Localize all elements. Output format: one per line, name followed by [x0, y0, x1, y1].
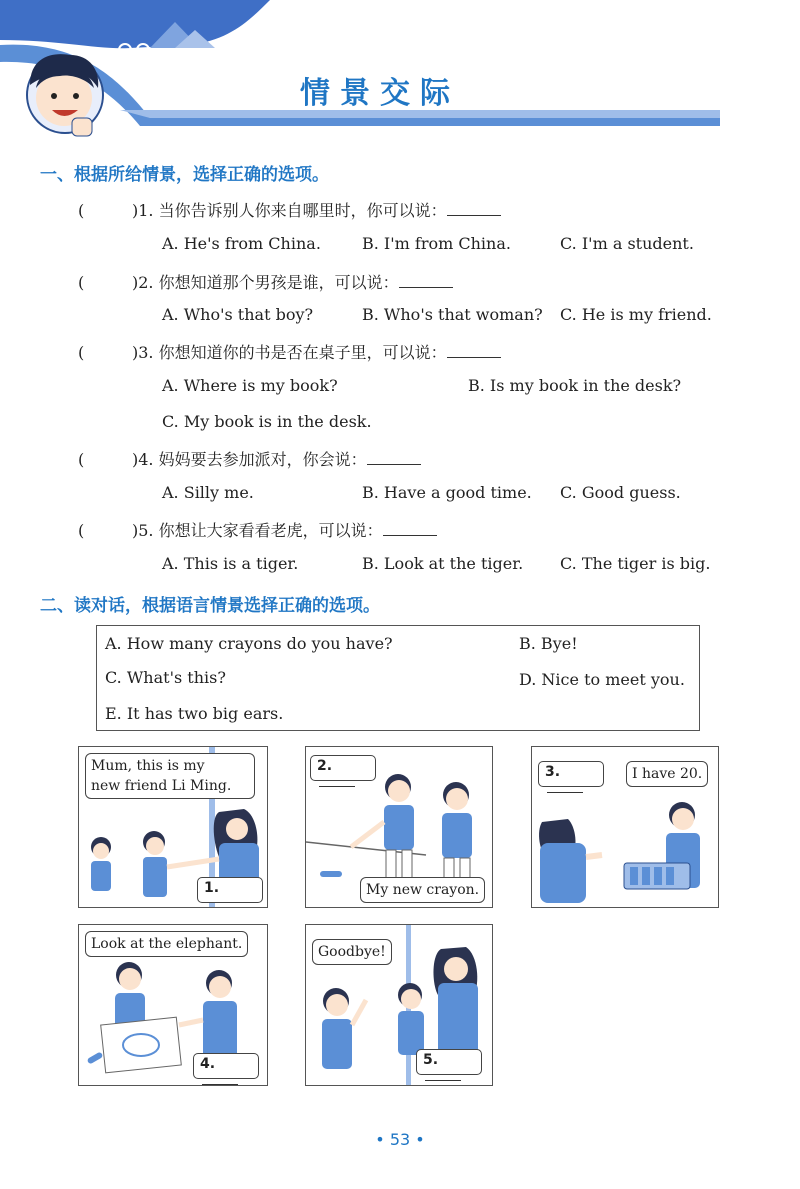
comic-panel-5: [305, 924, 493, 1086]
choice-text: A. How many crayons do you have?: [105, 634, 393, 653]
comic-panel-1: [78, 746, 268, 908]
question-2: ( )2. 你想知道那个男孩是谁，可以说：: [78, 270, 453, 293]
answer-box-5[interactable]: 5.: [416, 1049, 482, 1075]
comic-panel-2: [305, 746, 493, 908]
option-text: A. Who's that boy?: [162, 305, 314, 324]
speech-bubble: Look at the elephant.: [85, 931, 248, 957]
answer-box-2[interactable]: 2.: [310, 755, 376, 781]
answer-blank[interactable]: [447, 345, 501, 358]
option-text: C. He is my friend.: [560, 305, 712, 324]
page-number: • 53 •: [375, 1130, 425, 1149]
choice-text: C. What's this?: [105, 668, 226, 687]
option-text: C. The tiger is big.: [560, 554, 711, 573]
choice-text: E. It has two big ears.: [105, 704, 284, 723]
option-text: C. I'm a student.: [560, 234, 694, 253]
speech-bubble: My new crayon.: [360, 877, 485, 903]
option-text: B. I'm from China.: [362, 234, 511, 253]
answer-box-1[interactable]: 1.: [197, 877, 263, 903]
speech-bubble: I have 20.: [626, 761, 708, 787]
speech-bubble: Goodbye!: [312, 939, 392, 965]
question-3: ( )3. 你想知道你的书是否在桌子里，可以说：: [78, 340, 501, 363]
answer-blank[interactable]: [399, 275, 453, 288]
section-2-heading: 二、读对话，根据语言情景选择正确的选项。: [40, 596, 380, 616]
answer-blank[interactable]: [367, 452, 421, 465]
option-text: C. Good guess.: [560, 483, 681, 502]
choices-box: [96, 625, 700, 731]
question-4: ( )4. 妈妈要去参加派对，你会说：: [78, 447, 421, 470]
section-1-heading: 一、根据所给情景，选择正确的选项。: [40, 165, 329, 185]
option-text: C. My book is in the desk.: [162, 412, 372, 431]
answer-blank[interactable]: [447, 203, 501, 216]
option-text: B. Is my book in the desk?: [468, 376, 682, 395]
option-text: A. He's from China.: [162, 234, 321, 253]
question-1: ( )1. 当你告诉别人你来自哪里时，你可以说：: [78, 198, 501, 221]
option-text: A. Where is my book?: [162, 376, 338, 395]
option-text: A. Silly me.: [162, 483, 254, 502]
answer-blank[interactable]: [383, 523, 437, 536]
comic-panel-4: [78, 924, 268, 1086]
page-title: 情景交际: [300, 76, 460, 111]
comic-panel-3: [531, 746, 719, 908]
answer-box-4[interactable]: 4.: [193, 1053, 259, 1079]
option-text: B. Look at the tiger.: [362, 554, 524, 573]
question-5: ( )5. 你想让大家看看老虎，可以说：: [78, 518, 437, 541]
choice-text: B. Bye!: [519, 634, 578, 653]
option-text: A. This is a tiger.: [162, 554, 299, 573]
mascot-boy-icon: [27, 54, 103, 136]
speech-bubble: Mum, this is my new friend Li Ming.: [85, 753, 255, 799]
choice-text: D. Nice to meet you.: [519, 670, 685, 689]
option-text: B. Have a good time.: [362, 483, 532, 502]
option-text: B. Who's that woman?: [362, 305, 543, 324]
answer-box-3[interactable]: 3.: [538, 761, 604, 787]
